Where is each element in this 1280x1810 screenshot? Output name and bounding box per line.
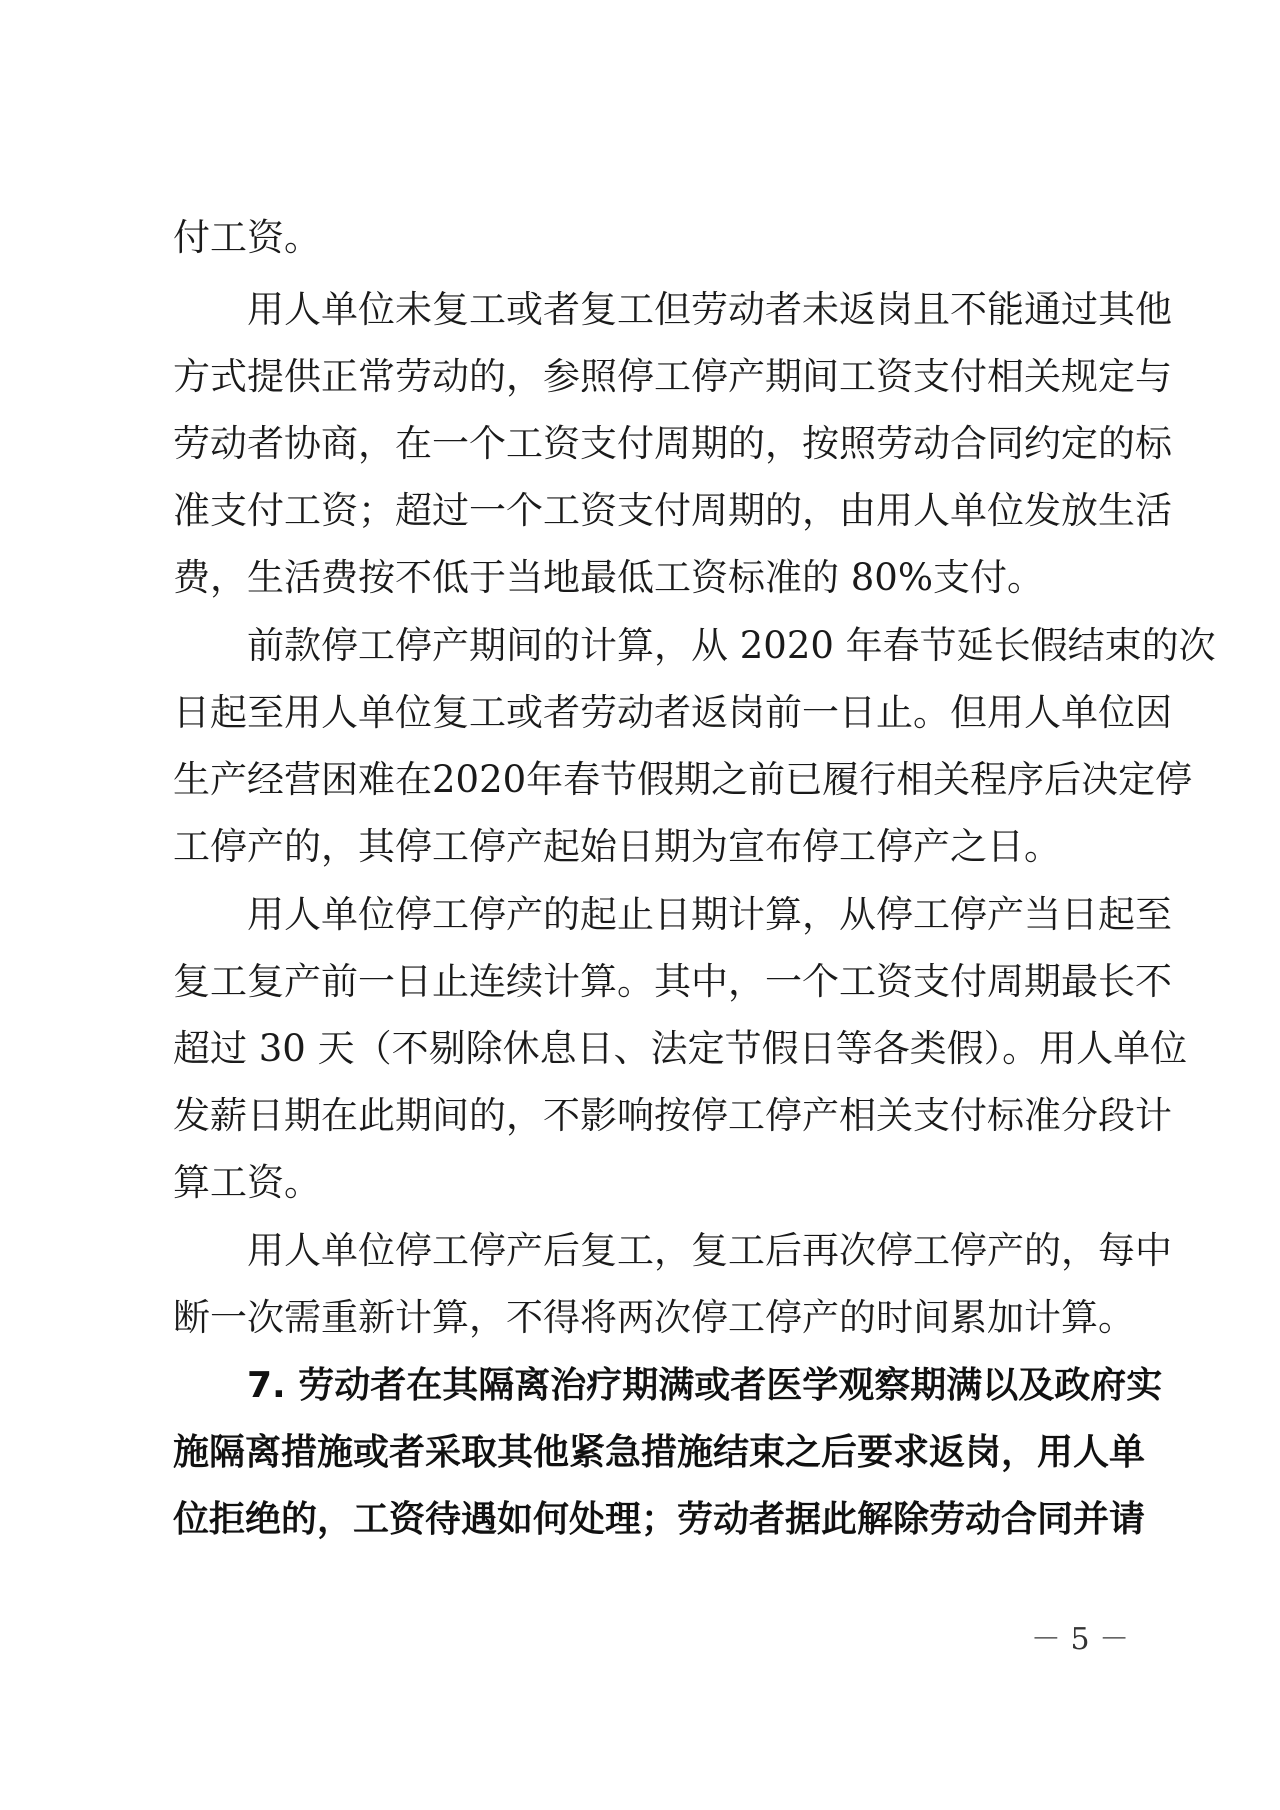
paragraph-line: 发薪日期在此期间的，不影响按停工停产相关支付标准分段计 [173, 1094, 1172, 1137]
paragraph-line: 费，生活费按不低于当地最低工资标准的 80%支付。 [173, 556, 1044, 599]
question-heading-line: 7. 劳动者在其隔离治疗期满或者医学观察期满以及政府实 [247, 1365, 1163, 1406]
paragraph-line: 付工资。 [173, 216, 321, 259]
paragraph-line: 日起至用人单位复工或者劳动者返岗前一日止。但用人单位因 [173, 691, 1172, 734]
paragraph-line: 用人单位停工停产后复工，复工后再次停工停产的，每中 [247, 1229, 1172, 1272]
paragraph-line: 工停产的，其停工停产起始日期为宣布停工停产之日。 [173, 825, 1061, 868]
paragraph-line: 算工资。 [173, 1161, 321, 1204]
paragraph-line: 断一次需重新计算，不得将两次停工停产的时间累加计算。 [173, 1296, 1135, 1339]
paragraph-line: 用人单位停工停产的起止日期计算，从停工停产当日起至 [247, 893, 1172, 936]
page-number: － 5 － [1030, 1622, 1130, 1657]
paragraph-line: 劳动者协商，在一个工资支付周期的，按照劳动合同约定的标 [173, 422, 1172, 465]
paragraph-line: 超过 30 天（不剔除休息日、法定节假日等各类假）。用人单位 [173, 1027, 1188, 1070]
paragraph-line: 方式提供正常劳动的，参照停工停产期间工资支付相关规定与 [173, 355, 1172, 398]
question-heading-line: 施隔离措施或者采取其他紧急措施结束之后要求返岗，用人单 [173, 1432, 1146, 1473]
paragraph-line: 前款停工停产期间的计算，从 2020 年春节延长假结束的次 [247, 624, 1216, 667]
question-heading-line: 位拒绝的，工资待遇如何处理；劳动者据此解除劳动合同并请 [173, 1499, 1146, 1540]
paragraph-line: 准支付工资；超过一个工资支付周期的，由用人单位发放生活 [173, 489, 1172, 532]
paragraph-line: 复工复产前一日止连续计算。其中，一个工资支付周期最长不 [173, 960, 1172, 1003]
paragraph-line: 用人单位未复工或者复工但劳动者未返岗且不能通过其他 [247, 288, 1172, 331]
paragraph-line: 生产经营困难在2020年春节假期之前已履行相关程序后决定停 [173, 758, 1193, 801]
